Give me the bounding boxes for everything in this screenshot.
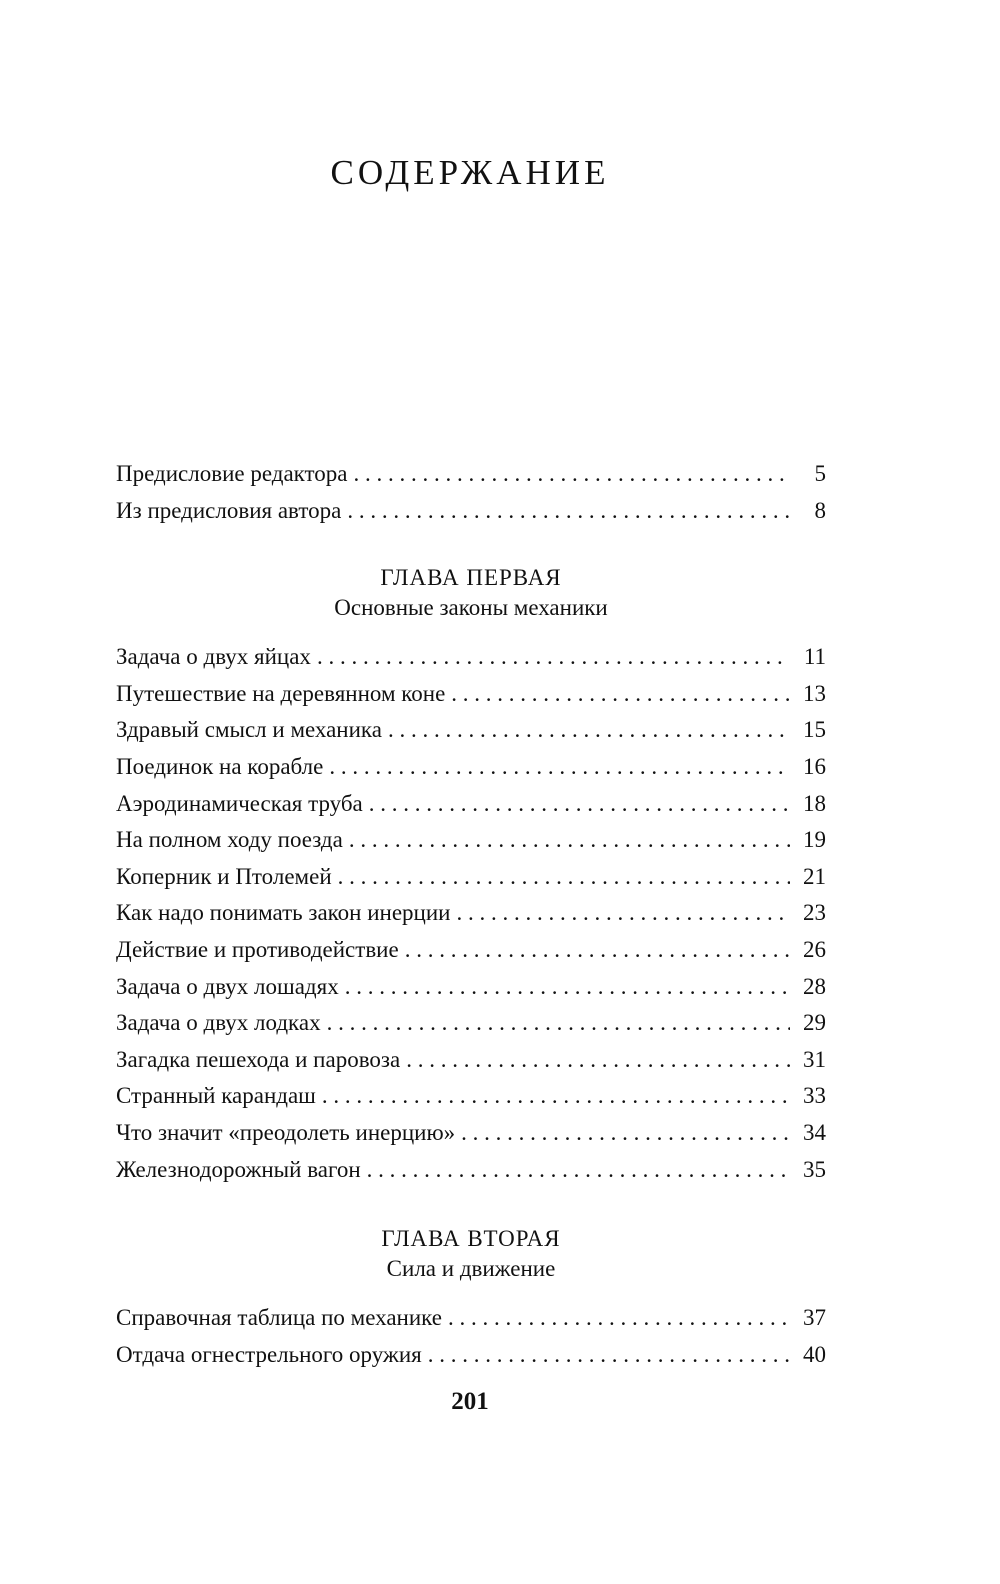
toc-entry-title: Здравый смысл и механика: [116, 717, 382, 743]
dot-leader: [353, 456, 790, 493]
toc-entry[interactable]: [116, 749, 826, 786]
chapter-one: [116, 563, 826, 1188]
toc-entry-page: 35: [803, 1156, 826, 1182]
dot-leader: [317, 639, 790, 676]
toc-entry-page: 11: [803, 644, 826, 670]
toc-entry-page: 13: [803, 680, 826, 706]
dot-leader: [345, 969, 790, 1006]
toc-entry-title: Поединок на корабле: [116, 753, 324, 779]
toc-entry-title: Аэродинамическая труба: [116, 790, 363, 816]
dot-leader: [456, 895, 790, 932]
toc-entry[interactable]: [116, 712, 826, 749]
toc-entry-title: Как надо понимать закон инерции: [116, 900, 451, 926]
toc-entry[interactable]: [116, 932, 826, 969]
toc-entry[interactable]: [116, 822, 826, 859]
toc-entry-page: 21: [803, 863, 826, 889]
toc-entry[interactable]: [116, 1337, 826, 1374]
dot-leader: [369, 786, 790, 823]
toc-entry-page: 26: [803, 936, 826, 962]
dot-leader: [338, 859, 790, 896]
table-of-contents: [116, 456, 826, 1373]
dot-leader: [451, 676, 790, 713]
toc-entry-title: Загадка пешехода и паровоза: [116, 1046, 401, 1072]
toc-entry-page: 29: [803, 1010, 826, 1036]
toc-entry[interactable]: [116, 1042, 826, 1079]
toc-entry[interactable]: [116, 1005, 826, 1042]
toc-entry-title: Задача о двух лошадях: [116, 973, 339, 999]
toc-entry-page: 34: [803, 1119, 826, 1145]
front-matter: [116, 456, 826, 529]
dot-leader: [406, 1042, 790, 1079]
toc-entry[interactable]: [116, 1078, 826, 1115]
dot-leader: [327, 1005, 790, 1042]
dot-leader: [461, 1115, 790, 1152]
toc-entry-title: Задача о двух яйцах: [116, 644, 311, 670]
chapter-subtitle: Сила и движение: [386, 1256, 556, 1282]
toc-entry-title: Железнодорожный вагон: [116, 1156, 361, 1182]
toc-entry-title: Из предисловия автора: [116, 497, 342, 523]
page-number: 201: [451, 1388, 489, 1415]
dot-leader: [329, 749, 790, 786]
chapter-label: ГЛАВА ПЕРВАЯ: [380, 565, 562, 591]
toc-entry[interactable]: [116, 676, 826, 713]
toc-entry[interactable]: [116, 1152, 826, 1189]
toc-entry-page: 40: [803, 1341, 826, 1367]
chapter-label: ГЛАВА ВТОРАЯ: [381, 1226, 561, 1252]
dot-leader: [322, 1078, 790, 1115]
toc-entry-title: Коперник и Птолемей: [116, 863, 332, 889]
dot-leader: [347, 493, 790, 530]
dot-leader: [405, 932, 790, 969]
toc-entry-title: Действие и противодействие: [116, 936, 399, 962]
toc-entry-page: 28: [803, 973, 826, 999]
page-title: СОДЕРЖАНИЕ: [330, 153, 610, 193]
toc-entry[interactable]: [116, 859, 826, 896]
toc-entry-title: Путешествие на деревянном коне: [116, 680, 446, 706]
toc-entry-title: На полном ходу поезда: [116, 827, 343, 853]
chapter-subtitle: Основные законы механики: [334, 595, 608, 621]
chapter-two: [116, 1224, 826, 1373]
toc-entry-page: 37: [803, 1305, 826, 1331]
dot-leader: [367, 1152, 790, 1189]
dot-leader: [349, 822, 790, 859]
toc-entry-title: Задача о двух лодках: [116, 1010, 321, 1036]
toc-entry-page: 5: [814, 461, 826, 486]
toc-entry-title: Странный карандаш: [116, 1083, 316, 1109]
toc-entry-page: 16: [803, 753, 826, 779]
toc-entry[interactable]: [116, 895, 826, 932]
toc-entry[interactable]: [116, 456, 826, 493]
toc-entry-title: Что значит «преодолеть инерцию»: [116, 1119, 456, 1145]
chapter-heading: [116, 1224, 826, 1284]
toc-entry[interactable]: [116, 1300, 826, 1337]
toc-entry-page: 31: [803, 1046, 826, 1072]
toc-entry[interactable]: [116, 493, 826, 530]
toc-entry[interactable]: [116, 1115, 826, 1152]
toc-entry-page: 23: [803, 900, 826, 926]
toc-entry-page: 33: [803, 1083, 826, 1109]
toc-entry[interactable]: [116, 639, 826, 676]
toc-entry[interactable]: [116, 969, 826, 1006]
chapter-heading: [116, 563, 826, 623]
dot-leader: [448, 1300, 790, 1337]
toc-entry-page: 18: [803, 790, 826, 816]
toc-entry-page: 8: [814, 497, 826, 523]
toc-entry[interactable]: [116, 786, 826, 823]
toc-entry-page: 19: [803, 827, 826, 853]
dot-leader: [428, 1337, 790, 1374]
toc-entry-title: Отдача огнестрельного оружия: [116, 1341, 422, 1367]
dot-leader: [388, 712, 790, 749]
toc-entry-title: Предисловие редактора: [116, 461, 348, 486]
toc-entry-title: Справочная таблица по механике: [116, 1305, 442, 1331]
toc-entry-page: 15: [803, 717, 826, 743]
